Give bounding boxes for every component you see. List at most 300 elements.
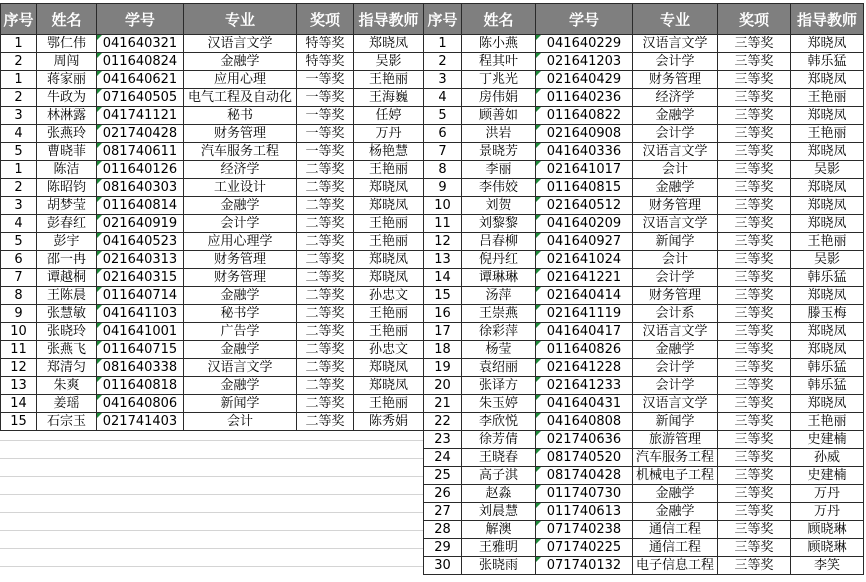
cell-index[interactable]: 2 xyxy=(1,53,37,71)
cell-award[interactable]: 二等奖 xyxy=(297,359,354,377)
cell-advisor[interactable]: 孙忠文 xyxy=(354,341,424,359)
cell-student-id[interactable]: 021641203 xyxy=(536,53,633,71)
cell-advisor[interactable]: 任婷 xyxy=(354,107,424,125)
cell-major[interactable]: 电气工程及自动化 xyxy=(184,89,297,107)
cell-major[interactable]: 秘书 xyxy=(184,107,297,125)
cell-major[interactable]: 机械电子工程 xyxy=(633,467,718,485)
cell-advisor[interactable]: 郑晓凤 xyxy=(354,35,424,53)
cell-student-id[interactable]: 041640621 xyxy=(97,71,184,89)
cell-award[interactable]: 三等奖 xyxy=(718,35,791,53)
cell-major[interactable]: 汉语言文学 xyxy=(633,323,718,341)
cell-index[interactable]: 7 xyxy=(1,269,37,287)
cell-major[interactable]: 财务管理 xyxy=(184,251,297,269)
cell-name[interactable]: 谭琳琳 xyxy=(462,269,536,287)
cell-advisor[interactable]: 王艳丽 xyxy=(354,395,424,413)
cell-student-id[interactable]: 021640919 xyxy=(97,215,184,233)
cell-index[interactable]: 2 xyxy=(424,53,462,71)
cell-advisor[interactable]: 王艳丽 xyxy=(354,305,424,323)
cell-major[interactable]: 会计学 xyxy=(633,359,718,377)
cell-award[interactable]: 三等奖 xyxy=(718,287,791,305)
cell-index[interactable]: 4 xyxy=(1,125,37,143)
cell-award[interactable]: 三等奖 xyxy=(718,197,791,215)
cell-award[interactable]: 三等奖 xyxy=(718,251,791,269)
cell-index[interactable]: 22 xyxy=(424,413,462,431)
cell-major[interactable]: 秘书学 xyxy=(184,305,297,323)
cell-award[interactable]: 三等奖 xyxy=(718,233,791,251)
cell-name[interactable]: 景晓芳 xyxy=(462,143,536,161)
cell-student-id[interactable]: 021640908 xyxy=(536,125,633,143)
cell-index[interactable]: 5 xyxy=(1,143,37,161)
cell-major[interactable]: 新闻学 xyxy=(184,395,297,413)
cell-student-id[interactable]: 011640126 xyxy=(97,161,184,179)
cell-name[interactable]: 张慧敏 xyxy=(37,305,97,323)
cell-award[interactable]: 三等奖 xyxy=(718,485,791,503)
cell-major[interactable]: 汉语言文学 xyxy=(633,215,718,233)
cell-index[interactable]: 15 xyxy=(1,413,37,431)
cell-award[interactable]: 三等奖 xyxy=(718,539,791,557)
cell-index[interactable]: 7 xyxy=(424,143,462,161)
cell-award[interactable]: 二等奖 xyxy=(297,287,354,305)
cell-name[interactable]: 李丽 xyxy=(462,161,536,179)
cell-award[interactable]: 三等奖 xyxy=(718,395,791,413)
cell-major[interactable]: 经济学 xyxy=(184,161,297,179)
cell-advisor[interactable]: 顾晓琳 xyxy=(791,521,864,539)
cell-student-id[interactable]: 011740613 xyxy=(536,503,633,521)
cell-student-id[interactable]: 041640808 xyxy=(536,413,633,431)
cell-advisor[interactable]: 郑晓凤 xyxy=(354,359,424,377)
cell-name[interactable]: 鄂仁伟 xyxy=(37,35,97,53)
cell-index[interactable]: 8 xyxy=(424,161,462,179)
cell-index[interactable]: 28 xyxy=(424,521,462,539)
cell-award[interactable]: 二等奖 xyxy=(297,413,354,431)
cell-major[interactable]: 金融学 xyxy=(184,377,297,395)
cell-index[interactable]: 10 xyxy=(1,323,37,341)
cell-major[interactable]: 应用心理 xyxy=(184,71,297,89)
cell-student-id[interactable]: 011640818 xyxy=(97,377,184,395)
header-index[interactable]: 序号 xyxy=(1,4,37,35)
cell-advisor[interactable]: 郑晓凤 xyxy=(354,197,424,215)
cell-advisor[interactable]: 郑晓凤 xyxy=(354,179,424,197)
cell-name[interactable]: 彭宇 xyxy=(37,233,97,251)
cell-advisor[interactable]: 郑晓凤 xyxy=(791,35,864,53)
cell-student-id[interactable]: 021741403 xyxy=(97,413,184,431)
cell-major[interactable]: 财务管理 xyxy=(633,197,718,215)
cell-award[interactable]: 三等奖 xyxy=(718,557,791,575)
cell-advisor[interactable]: 杨艳慧 xyxy=(354,143,424,161)
cell-index[interactable]: 14 xyxy=(424,269,462,287)
cell-major[interactable]: 金融学 xyxy=(184,341,297,359)
cell-award[interactable]: 三等奖 xyxy=(718,323,791,341)
cell-name[interactable]: 邵一冉 xyxy=(37,251,97,269)
cell-index[interactable]: 15 xyxy=(424,287,462,305)
cell-index[interactable]: 1 xyxy=(1,71,37,89)
cell-name[interactable]: 姜瑶 xyxy=(37,395,97,413)
cell-award[interactable]: 特等奖 xyxy=(297,35,354,53)
cell-name[interactable]: 周闯 xyxy=(37,53,97,71)
cell-major[interactable]: 经济学 xyxy=(633,89,718,107)
cell-student-id[interactable]: 071740132 xyxy=(536,557,633,575)
cell-student-id[interactable]: 021641233 xyxy=(536,377,633,395)
cell-index[interactable]: 5 xyxy=(424,107,462,125)
cell-student-id[interactable]: 041640523 xyxy=(97,233,184,251)
cell-award[interactable]: 三等奖 xyxy=(718,143,791,161)
cell-index[interactable]: 18 xyxy=(424,341,462,359)
cell-index[interactable]: 8 xyxy=(1,287,37,305)
cell-name[interactable]: 李欣悦 xyxy=(462,413,536,431)
cell-advisor[interactable]: 郑晓凤 xyxy=(791,395,864,413)
cell-advisor[interactable]: 吴影 xyxy=(791,161,864,179)
cell-student-id[interactable]: 081640338 xyxy=(97,359,184,377)
cell-advisor[interactable]: 郑晓凤 xyxy=(791,323,864,341)
cell-name[interactable]: 郑清匀 xyxy=(37,359,97,377)
cell-award[interactable]: 二等奖 xyxy=(297,341,354,359)
cell-major[interactable]: 工业设计 xyxy=(184,179,297,197)
cell-advisor[interactable]: 史建楠 xyxy=(791,467,864,485)
cell-major[interactable]: 会计学 xyxy=(633,377,718,395)
cell-name[interactable]: 刘贺 xyxy=(462,197,536,215)
cell-student-id[interactable]: 021640313 xyxy=(97,251,184,269)
cell-major[interactable]: 电子信息工程 xyxy=(633,557,718,575)
cell-student-id[interactable]: 011640824 xyxy=(97,53,184,71)
cell-major[interactable]: 应用心理学 xyxy=(184,233,297,251)
cell-index[interactable]: 19 xyxy=(424,359,462,377)
cell-advisor[interactable]: 吴影 xyxy=(791,251,864,269)
cell-advisor[interactable]: 孙威 xyxy=(791,449,864,467)
cell-student-id[interactable]: 041640417 xyxy=(536,323,633,341)
cell-major[interactable]: 金融学 xyxy=(633,485,718,503)
cell-index[interactable]: 16 xyxy=(424,305,462,323)
cell-award[interactable]: 三等奖 xyxy=(718,305,791,323)
cell-index[interactable]: 11 xyxy=(424,215,462,233)
cell-student-id[interactable]: 081640303 xyxy=(97,179,184,197)
cell-student-id[interactable]: 011640815 xyxy=(536,179,633,197)
cell-advisor[interactable]: 郑晓凤 xyxy=(791,341,864,359)
cell-name[interactable]: 洪岩 xyxy=(462,125,536,143)
cell-name[interactable]: 胡梦莹 xyxy=(37,197,97,215)
cell-index[interactable]: 20 xyxy=(424,377,462,395)
cell-name[interactable]: 解澳 xyxy=(462,521,536,539)
cell-student-id[interactable]: 011740730 xyxy=(536,485,633,503)
cell-index[interactable]: 9 xyxy=(1,305,37,323)
cell-advisor[interactable]: 郑晓凤 xyxy=(354,377,424,395)
cell-award[interactable]: 三等奖 xyxy=(718,269,791,287)
cell-student-id[interactable]: 041640806 xyxy=(97,395,184,413)
cell-name[interactable]: 曹晓菲 xyxy=(37,143,97,161)
cell-advisor[interactable]: 万丹 xyxy=(791,503,864,521)
header-advisor[interactable]: 指导教师 xyxy=(354,4,424,35)
cell-advisor[interactable]: 韩乐猛 xyxy=(791,269,864,287)
cell-index[interactable]: 2 xyxy=(1,179,37,197)
cell-index[interactable]: 12 xyxy=(424,233,462,251)
cell-index[interactable]: 26 xyxy=(424,485,462,503)
cell-name[interactable]: 李伟姣 xyxy=(462,179,536,197)
cell-major[interactable]: 汉语言文学 xyxy=(633,143,718,161)
cell-name[interactable]: 王晓春 xyxy=(462,449,536,467)
cell-advisor[interactable]: 王艳丽 xyxy=(354,215,424,233)
cell-advisor[interactable]: 王艳丽 xyxy=(354,161,424,179)
cell-name[interactable]: 张译方 xyxy=(462,377,536,395)
cell-index[interactable]: 25 xyxy=(424,467,462,485)
cell-student-id[interactable]: 021640429 xyxy=(536,71,633,89)
cell-index[interactable]: 13 xyxy=(1,377,37,395)
cell-index[interactable]: 12 xyxy=(1,359,37,377)
cell-student-id[interactable]: 021641024 xyxy=(536,251,633,269)
cell-name[interactable]: 程其叶 xyxy=(462,53,536,71)
cell-student-id[interactable]: 011640814 xyxy=(97,197,184,215)
cell-student-id[interactable]: 021740428 xyxy=(97,125,184,143)
cell-major[interactable]: 新闻学 xyxy=(633,413,718,431)
cell-award[interactable]: 二等奖 xyxy=(297,323,354,341)
cell-student-id[interactable]: 011640822 xyxy=(536,107,633,125)
cell-student-id[interactable]: 071740225 xyxy=(536,539,633,557)
header-name[interactable]: 姓名 xyxy=(462,4,536,35)
cell-index[interactable]: 3 xyxy=(424,71,462,89)
cell-major[interactable]: 通信工程 xyxy=(633,539,718,557)
cell-advisor[interactable]: 王海巍 xyxy=(354,89,424,107)
cell-index[interactable]: 6 xyxy=(424,125,462,143)
cell-student-id[interactable]: 041640336 xyxy=(536,143,633,161)
cell-name[interactable]: 赵淼 xyxy=(462,485,536,503)
cell-student-id[interactable]: 041640321 xyxy=(97,35,184,53)
cell-name[interactable]: 袁绍丽 xyxy=(462,359,536,377)
cell-award[interactable]: 三等奖 xyxy=(718,215,791,233)
cell-major[interactable]: 金融学 xyxy=(633,503,718,521)
cell-major[interactable]: 会计系 xyxy=(633,305,718,323)
cell-award[interactable]: 二等奖 xyxy=(297,305,354,323)
cell-advisor[interactable]: 郑晓凤 xyxy=(354,251,424,269)
cell-name[interactable]: 张晓玲 xyxy=(37,323,97,341)
cell-major[interactable]: 财务管理 xyxy=(633,287,718,305)
cell-name[interactable]: 吕春柳 xyxy=(462,233,536,251)
cell-major[interactable]: 财务管理 xyxy=(633,71,718,89)
cell-index[interactable]: 4 xyxy=(424,89,462,107)
cell-index[interactable]: 14 xyxy=(1,395,37,413)
cell-major[interactable]: 汽车服务工程 xyxy=(633,449,718,467)
cell-name[interactable]: 石宗玉 xyxy=(37,413,97,431)
cell-advisor[interactable]: 王艳丽 xyxy=(791,89,864,107)
cell-index[interactable]: 30 xyxy=(424,557,462,575)
cell-major[interactable]: 汉语言文学 xyxy=(184,35,297,53)
cell-student-id[interactable]: 071740238 xyxy=(536,521,633,539)
cell-award[interactable]: 三等奖 xyxy=(718,179,791,197)
cell-student-id[interactable]: 021641017 xyxy=(536,161,633,179)
cell-major[interactable]: 会计学 xyxy=(633,125,718,143)
cell-major[interactable]: 金融学 xyxy=(633,179,718,197)
cell-award[interactable]: 三等奖 xyxy=(718,125,791,143)
cell-major[interactable]: 汉语言文学 xyxy=(184,359,297,377)
cell-award[interactable]: 二等奖 xyxy=(297,377,354,395)
cell-student-id[interactable]: 041640927 xyxy=(536,233,633,251)
cell-major[interactable]: 会计学 xyxy=(633,53,718,71)
cell-major[interactable]: 金融学 xyxy=(633,107,718,125)
cell-major[interactable]: 财务管理 xyxy=(184,269,297,287)
cell-major[interactable]: 金融学 xyxy=(184,287,297,305)
cell-award[interactable]: 二等奖 xyxy=(297,197,354,215)
cell-index[interactable]: 1 xyxy=(1,35,37,53)
cell-advisor[interactable]: 韩乐猛 xyxy=(791,53,864,71)
cell-index[interactable]: 24 xyxy=(424,449,462,467)
cell-award[interactable]: 特等奖 xyxy=(297,53,354,71)
cell-advisor[interactable]: 韩乐猛 xyxy=(791,359,864,377)
cell-name[interactable]: 张燕玲 xyxy=(37,125,97,143)
cell-major[interactable]: 汽车服务工程 xyxy=(184,143,297,161)
cell-student-id[interactable]: 011640236 xyxy=(536,89,633,107)
cell-advisor[interactable]: 滕玉梅 xyxy=(791,305,864,323)
cell-advisor[interactable]: 万丹 xyxy=(354,125,424,143)
cell-name[interactable]: 王陈晨 xyxy=(37,287,97,305)
cell-name[interactable]: 张燕飞 xyxy=(37,341,97,359)
cell-name[interactable]: 谭越桐 xyxy=(37,269,97,287)
cell-award[interactable]: 一等奖 xyxy=(297,143,354,161)
cell-advisor[interactable]: 王艳丽 xyxy=(791,125,864,143)
cell-student-id[interactable]: 011640714 xyxy=(97,287,184,305)
cell-award[interactable]: 三等奖 xyxy=(718,521,791,539)
cell-advisor[interactable]: 王艳丽 xyxy=(791,413,864,431)
cell-award[interactable]: 三等奖 xyxy=(718,413,791,431)
cell-advisor[interactable]: 郑晓凤 xyxy=(791,71,864,89)
cell-major[interactable]: 财务管理 xyxy=(184,125,297,143)
cell-advisor[interactable]: 王艳丽 xyxy=(354,71,424,89)
cell-index[interactable]: 23 xyxy=(424,431,462,449)
cell-index[interactable]: 21 xyxy=(424,395,462,413)
cell-index[interactable]: 29 xyxy=(424,539,462,557)
header-student-id[interactable]: 学号 xyxy=(97,4,184,35)
cell-student-id[interactable]: 041641001 xyxy=(97,323,184,341)
cell-advisor[interactable]: 郑晓凤 xyxy=(791,179,864,197)
cell-major[interactable]: 会计 xyxy=(633,161,718,179)
cell-major[interactable]: 金融学 xyxy=(184,197,297,215)
cell-name[interactable]: 房伟娟 xyxy=(462,89,536,107)
cell-index[interactable]: 27 xyxy=(424,503,462,521)
cell-award[interactable]: 一等奖 xyxy=(297,125,354,143)
cell-index[interactable]: 2 xyxy=(1,89,37,107)
cell-award[interactable]: 三等奖 xyxy=(718,107,791,125)
cell-name[interactable]: 朱玉婷 xyxy=(462,395,536,413)
cell-student-id[interactable]: 041640209 xyxy=(536,215,633,233)
cell-award[interactable]: 三等奖 xyxy=(718,377,791,395)
header-advisor[interactable]: 指导教师 xyxy=(791,4,864,35)
cell-index[interactable]: 10 xyxy=(424,197,462,215)
cell-index[interactable]: 1 xyxy=(424,35,462,53)
cell-student-id[interactable]: 081740520 xyxy=(536,449,633,467)
cell-name[interactable]: 王雅明 xyxy=(462,539,536,557)
cell-major[interactable]: 金融学 xyxy=(184,53,297,71)
cell-index[interactable]: 3 xyxy=(1,107,37,125)
cell-advisor[interactable]: 郑晓凤 xyxy=(791,287,864,305)
cell-student-id[interactable]: 021641228 xyxy=(536,359,633,377)
cell-award[interactable]: 三等奖 xyxy=(718,161,791,179)
cell-index[interactable]: 1 xyxy=(1,161,37,179)
header-major[interactable]: 专业 xyxy=(184,4,297,35)
cell-name[interactable]: 蒋家丽 xyxy=(37,71,97,89)
cell-advisor[interactable]: 顾晓琳 xyxy=(791,539,864,557)
cell-advisor[interactable]: 王艳丽 xyxy=(354,323,424,341)
cell-major[interactable]: 汉语言文学 xyxy=(633,395,718,413)
cell-award[interactable]: 二等奖 xyxy=(297,161,354,179)
cell-index[interactable]: 17 xyxy=(424,323,462,341)
cell-award[interactable]: 三等奖 xyxy=(718,449,791,467)
cell-major[interactable]: 新闻学 xyxy=(633,233,718,251)
header-student-id[interactable]: 学号 xyxy=(536,4,633,35)
cell-name[interactable]: 陈洁 xyxy=(37,161,97,179)
cell-award[interactable]: 二等奖 xyxy=(297,251,354,269)
cell-advisor[interactable]: 韩乐猛 xyxy=(791,377,864,395)
cell-student-id[interactable]: 081740611 xyxy=(97,143,184,161)
cell-student-id[interactable]: 011640826 xyxy=(536,341,633,359)
cell-student-id[interactable]: 041640229 xyxy=(536,35,633,53)
cell-name[interactable]: 汤萍 xyxy=(462,287,536,305)
cell-award[interactable]: 三等奖 xyxy=(718,89,791,107)
cell-name[interactable]: 倪丹红 xyxy=(462,251,536,269)
cell-major[interactable]: 旅游管理 xyxy=(633,431,718,449)
cell-major[interactable]: 会计学 xyxy=(633,269,718,287)
cell-student-id[interactable]: 011640715 xyxy=(97,341,184,359)
cell-student-id[interactable]: 071640505 xyxy=(97,89,184,107)
cell-advisor[interactable]: 史建楠 xyxy=(791,431,864,449)
cell-advisor[interactable]: 万丹 xyxy=(791,485,864,503)
cell-advisor[interactable]: 王艳丽 xyxy=(354,233,424,251)
cell-index[interactable]: 6 xyxy=(1,251,37,269)
cell-major[interactable]: 会计学 xyxy=(184,215,297,233)
cell-name[interactable]: 杨莹 xyxy=(462,341,536,359)
cell-student-id[interactable]: 021740636 xyxy=(536,431,633,449)
header-name[interactable]: 姓名 xyxy=(37,4,97,35)
cell-name[interactable]: 顾善如 xyxy=(462,107,536,125)
cell-index[interactable]: 9 xyxy=(424,179,462,197)
cell-name[interactable]: 张晓雨 xyxy=(462,557,536,575)
cell-name[interactable]: 徐芳倩 xyxy=(462,431,536,449)
cell-name[interactable]: 陈昭钧 xyxy=(37,179,97,197)
cell-advisor[interactable]: 李笑 xyxy=(791,557,864,575)
cell-award[interactable]: 三等奖 xyxy=(718,431,791,449)
cell-name[interactable]: 朱爽 xyxy=(37,377,97,395)
cell-name[interactable]: 高子淇 xyxy=(462,467,536,485)
cell-student-id[interactable]: 041641103 xyxy=(97,305,184,323)
header-major[interactable]: 专业 xyxy=(633,4,718,35)
cell-award[interactable]: 一等奖 xyxy=(297,107,354,125)
cell-major[interactable]: 会计 xyxy=(633,251,718,269)
cell-name[interactable]: 王崇燕 xyxy=(462,305,536,323)
cell-index[interactable]: 5 xyxy=(1,233,37,251)
cell-award[interactable]: 三等奖 xyxy=(718,503,791,521)
cell-award[interactable]: 三等奖 xyxy=(718,467,791,485)
cell-advisor[interactable]: 郑晓凤 xyxy=(791,143,864,161)
cell-advisor[interactable]: 孙忠文 xyxy=(354,287,424,305)
cell-award[interactable]: 二等奖 xyxy=(297,179,354,197)
cell-name[interactable]: 彭春红 xyxy=(37,215,97,233)
header-award[interactable]: 奖项 xyxy=(297,4,354,35)
cell-name[interactable]: 徐彩萍 xyxy=(462,323,536,341)
cell-name[interactable]: 牛政为 xyxy=(37,89,97,107)
cell-index[interactable]: 13 xyxy=(424,251,462,269)
cell-name[interactable]: 林淋露 xyxy=(37,107,97,125)
header-index[interactable]: 序号 xyxy=(424,4,462,35)
cell-advisor[interactable]: 陈秀娟 xyxy=(354,413,424,431)
cell-award[interactable]: 二等奖 xyxy=(297,215,354,233)
cell-student-id[interactable]: 021641119 xyxy=(536,305,633,323)
header-award[interactable]: 奖项 xyxy=(718,4,791,35)
cell-student-id[interactable]: 041640431 xyxy=(536,395,633,413)
cell-award[interactable]: 二等奖 xyxy=(297,269,354,287)
cell-index[interactable]: 11 xyxy=(1,341,37,359)
cell-advisor[interactable]: 王艳丽 xyxy=(791,233,864,251)
cell-major[interactable]: 金融学 xyxy=(633,341,718,359)
cell-student-id[interactable]: 021640315 xyxy=(97,269,184,287)
cell-advisor[interactable]: 郑晓凤 xyxy=(791,215,864,233)
cell-student-id[interactable]: 021640512 xyxy=(536,197,633,215)
cell-student-id[interactable]: 081740428 xyxy=(536,467,633,485)
cell-award[interactable]: 三等奖 xyxy=(718,53,791,71)
